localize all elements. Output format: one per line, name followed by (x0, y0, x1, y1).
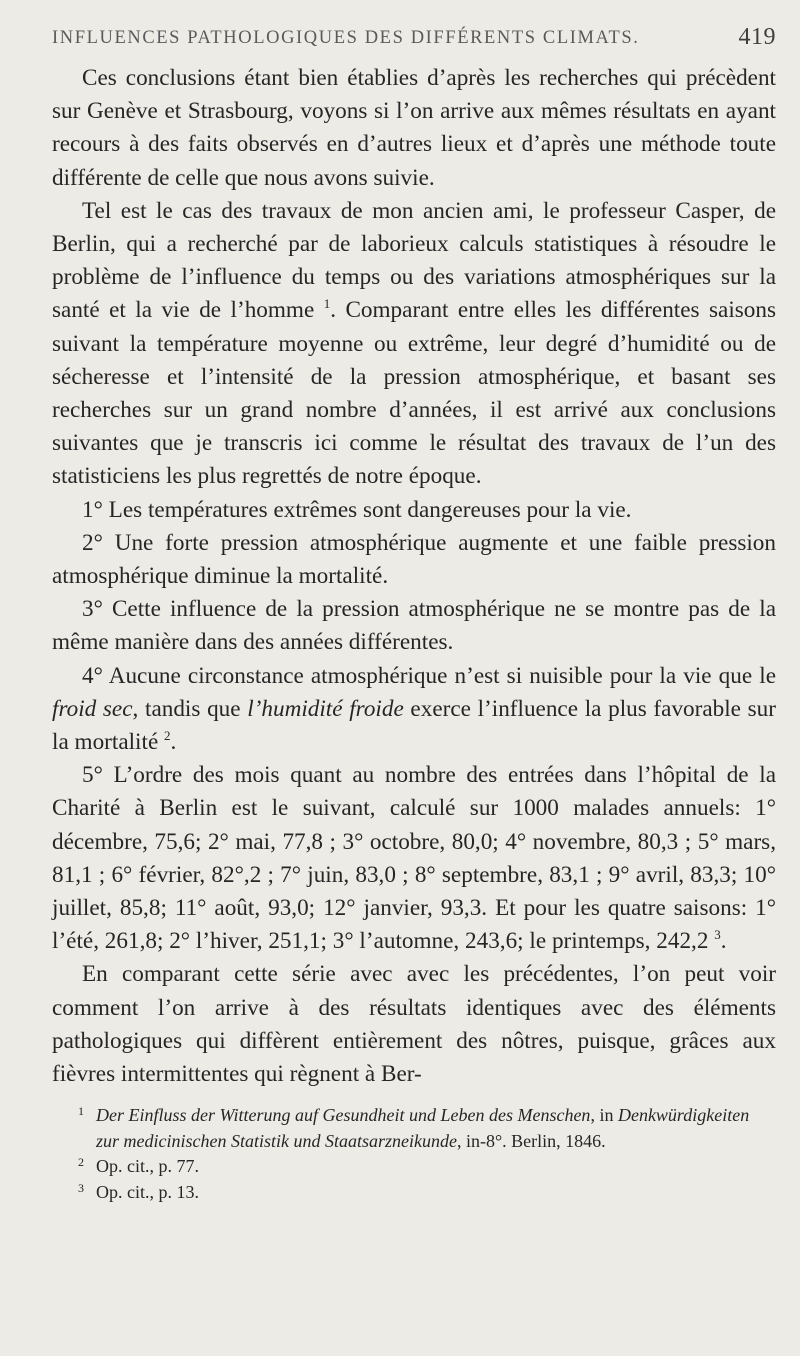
footnote-1 (52, 1103, 776, 1154)
page-number: 419 (738, 24, 776, 50)
footnote-3 (52, 1180, 776, 1206)
conclusion-item-4 (52, 660, 776, 760)
emphasis-humidite-froide: l’humidité froide (247, 695, 404, 722)
footnote-1-rest: , in-8°. Berlin, 1846. (456, 1130, 606, 1151)
conclusion-item-4-text-c: exerce l’influence la plus favorable sur la mortalité (52, 695, 776, 756)
footnote-3-text: Op. cit., p. 13. (96, 1181, 199, 1202)
conclusion-item-4-text: 4° Aucune circonstance atmosphérique n’est si nuisible pour la vie que le (82, 662, 776, 689)
footnote-1-title: Der Einfluss der Witterung auf Gesundheit und Leben des Menschen (96, 1105, 591, 1126)
conclusion-item-1: 1° Les températures extrêmes sont dangereuses pour la vie. (82, 496, 632, 523)
paragraph-casper (52, 195, 776, 494)
footnote-1-source: Denkwürdigkeiten zur medicinischen Statistik und Staatsarzneikunde (96, 1105, 750, 1151)
book-page (52, 22, 776, 1205)
paragraph-casper-text: Tel est le cas des travaux de mon ancien ami, le professeur Casper, de Berlin, qui a recherché par de laborieux calculs statistiques à résoudre le problème de l’influence du temps ou des variations atmosphériques sur la santé et la vie de l’homme (52, 197, 776, 324)
conclusion-item-5-text: 5° L’ordre des mois quant au nombre des entrées dans l’hôpital de la Charité à Berlin est le suivant, calculé sur 1000 malades annuels: 1° décembre, 75,6; 2° mai, 77,8 ; 3° octobre, 80,0; 4° novembre, 80,3 ; 5° mars, 81,1 ; 6° février, 82°,2 ; 7° juin, 83,0 ; 8° septembre, 83,1 ; 9° avril, 83,3; 10° juillet, 85,8; 11° août, 93,0; 12° janvier, 93,3. Et pour les quatre saisons: 1° l’été, 261,8; 2° l’hiver, 251,1; 3° l’automne, 243,6; le printemps, 242,2 (52, 762, 776, 955)
emphasis-froid-sec: froid sec (52, 695, 133, 722)
footnote-ref-1: 1 (323, 296, 331, 312)
footnote-2-number: 2 (78, 1155, 84, 1170)
conclusion-item-4-text-b: , tandis que (132, 695, 248, 722)
paragraph-comparison: En comparant cette série avec avec les précédentes, l’on peut voir comment l’on arrive à des résultats identiques avec des éléments pathologiques qui diffèrent entièrement des nôtres, puisque, grâces aux fièvres intermittentes qui règnent à Ber- (52, 961, 776, 1088)
conclusion-item-5 (52, 759, 776, 958)
paragraph-intro: Ces conclusions étant bien établies d’après les recherches qui précèdent sur Genève et Strasbourg, voyons si l’on arrive aux mêmes résultats en ayant recours à des faits observés en d’autres lieux et d’après une méthode toute différente de celle que nous avons suivie. (52, 65, 776, 191)
footnote-1-text (78, 1103, 776, 1154)
running-head (52, 22, 776, 56)
footnote-1-sep: , in (590, 1105, 618, 1126)
footnotes (52, 1103, 776, 1205)
conclusion-item-5-text-b: . (720, 928, 727, 955)
footnote-ref-3: 3 (714, 927, 721, 943)
footnote-ref-2: 2 (164, 728, 171, 744)
running-title: INFLUENCES PATHOLOGIQUES DES DIFFÉRENTS CLIMATS. (52, 28, 640, 48)
conclusion-item-3: 3° Cette influence de la pression atmosphérique ne se montre pas de la même manière dans des années différentes. (52, 596, 776, 656)
footnote-1-number: 1 (78, 1104, 84, 1119)
footnote-3-number: 3 (78, 1180, 84, 1195)
conclusion-item-4-text-d: . (170, 729, 177, 756)
conclusion-item-2: 2° Une forte pression atmosphérique augmente et une faible pression atmosphérique diminue la mortalité. (52, 529, 776, 590)
body-text (52, 62, 776, 1091)
footnote-2-text: Op. cit., p. 77. (96, 1156, 199, 1177)
paragraph-casper-text-cont: . Comparant entre elles les différentes saisons suivant la température moyenne ou extrême, leur degré d’humidité ou de sécheresse et l’intensité de la pression atmosphérique, et basant ses recherches sur un grand nombre d’années, il est arrivé aux conclusions suivantes que je transcris ici comme le résultat des travaux de l’un des statisticiens les plus regrettés de notre époque. (52, 297, 777, 490)
footnote-2 (52, 1154, 776, 1180)
